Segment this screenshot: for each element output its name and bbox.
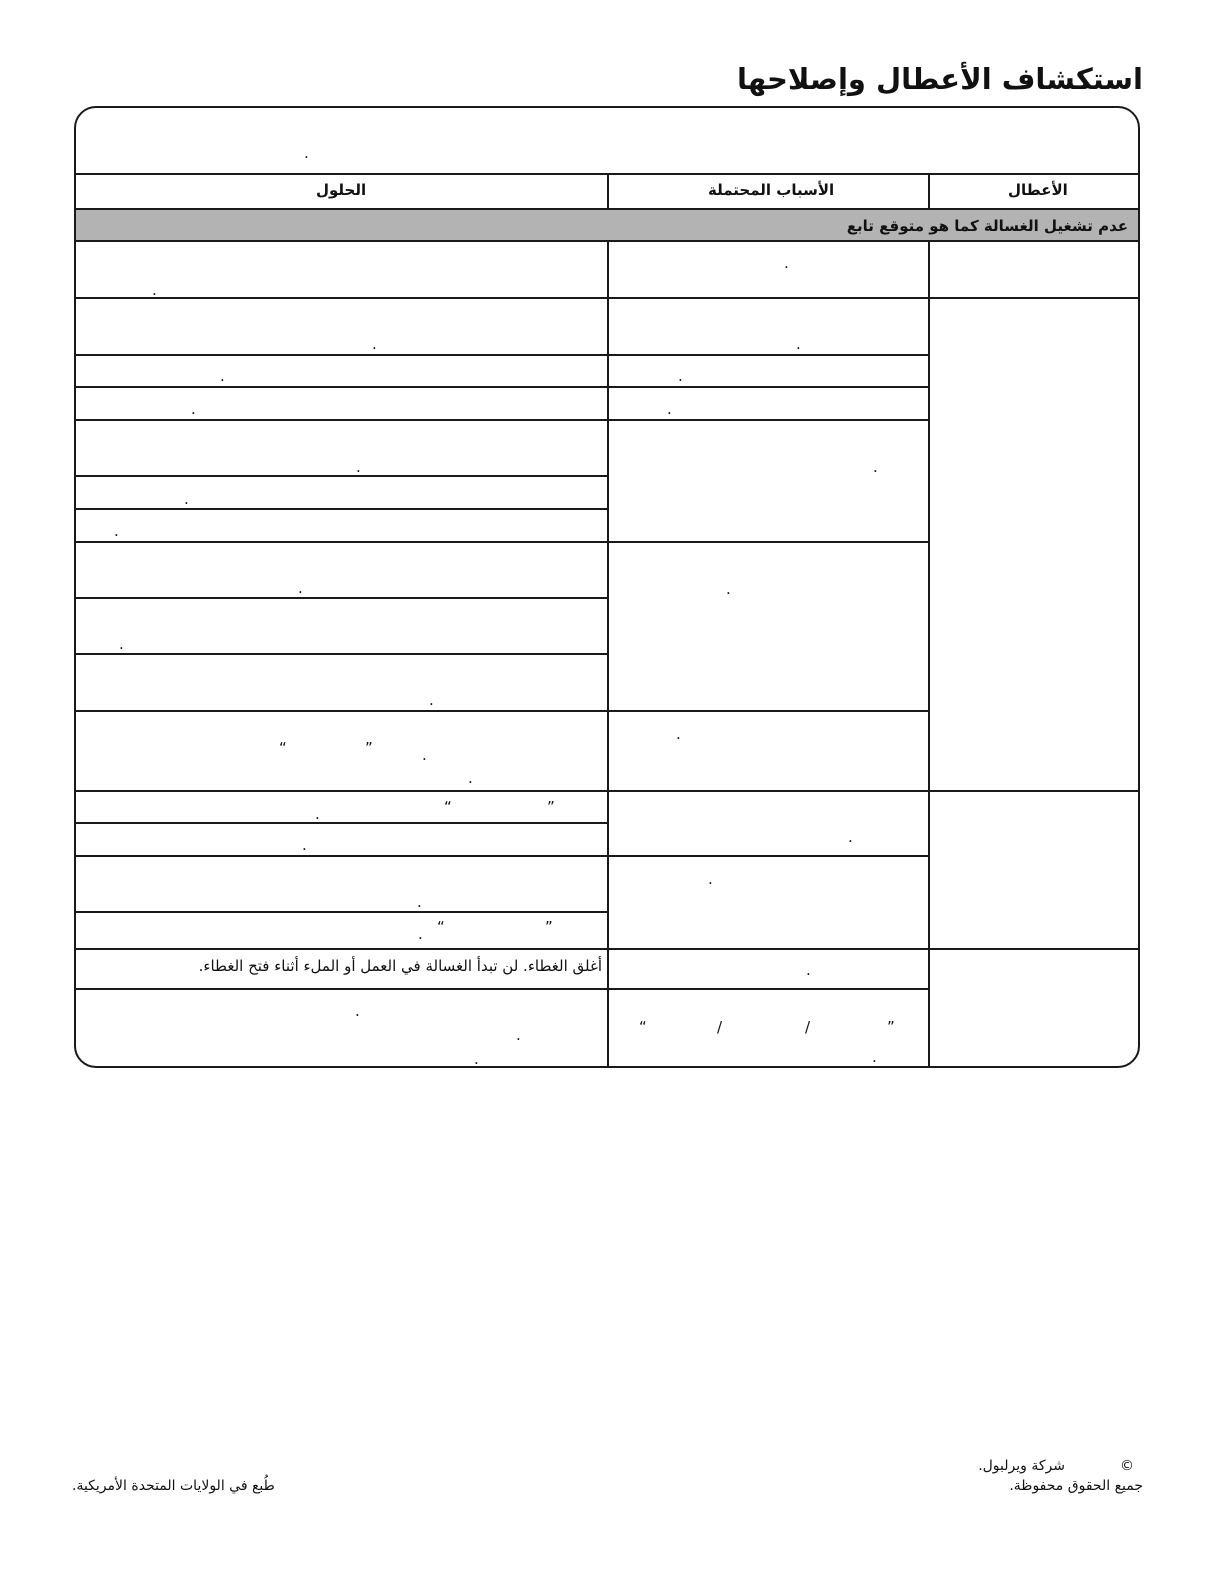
- cause-line-8: [607, 855, 930, 857]
- cause-line-9: [607, 948, 930, 950]
- cause-dot: .: [872, 1048, 877, 1066]
- copyright-rights: جميع الحقوق محفوظة.: [1009, 1478, 1143, 1494]
- cause-slash: /: [717, 1018, 723, 1036]
- solution-quote-close: ”: [365, 739, 373, 757]
- solution-dot: .: [474, 1050, 479, 1068]
- col-divider-solutions: [607, 173, 609, 210]
- solution-dot: .: [114, 522, 119, 540]
- solution-dot: .: [119, 635, 124, 653]
- troubleshooting-table: [74, 106, 1140, 1068]
- solution-line-3: [76, 386, 609, 388]
- solution-line-8: [76, 597, 609, 599]
- cause-dot: .: [678, 367, 683, 385]
- intro-dot: .: [304, 144, 309, 162]
- cause-dot: .: [708, 870, 713, 888]
- copyright-company: شركة ويرلبول.: [978, 1458, 1065, 1474]
- solution-dot: .: [417, 893, 422, 911]
- solution-line-6: [76, 508, 609, 510]
- solution-dot: .: [184, 490, 189, 508]
- cause-line-4: [607, 419, 930, 421]
- cause-dot: .: [806, 961, 811, 979]
- header-causes: الأسباب المحتملة: [708, 181, 835, 199]
- solution-close-lid: أغلق الغطاء. لن تبدأ الغسالة في العمل أو الملء أثناء فتح الغطاء.: [198, 957, 602, 975]
- solution-line-11: [76, 790, 609, 792]
- solution-line-15: [76, 948, 609, 950]
- cause-dot: .: [676, 725, 681, 743]
- body-divider-solutions: [607, 242, 609, 1068]
- cause-line-10: [607, 988, 930, 990]
- cause-dot: .: [726, 580, 731, 598]
- solution-dot: .: [191, 400, 196, 418]
- solution-line-10: [76, 710, 609, 712]
- solution-quote-close: ”: [547, 798, 555, 816]
- col-divider-causes: [928, 173, 930, 210]
- page-title: استكشاف الأعطال وإصلاحها: [736, 62, 1143, 96]
- solution-dot: .: [302, 836, 307, 854]
- cause-line-3: [607, 386, 930, 388]
- solution-dot: .: [516, 1026, 521, 1044]
- solution-quote-open: “: [437, 918, 445, 936]
- cause-line-2: [607, 354, 930, 356]
- solution-line-5: [76, 475, 609, 477]
- problem-group-line-3: [928, 948, 1138, 950]
- header-problems: الأعطال: [1008, 181, 1068, 199]
- cause-line-5: [607, 541, 930, 543]
- problem-group-line-2: [928, 790, 1138, 792]
- cause-dot: .: [796, 335, 801, 353]
- solution-line-9: [76, 653, 609, 655]
- solution-dot: .: [356, 458, 361, 476]
- cause-line-6: [607, 710, 930, 712]
- solution-quote-open: “: [279, 739, 287, 757]
- solution-line-4: [76, 419, 609, 421]
- body-divider-causes: [928, 242, 930, 1068]
- solution-line-7: [76, 541, 609, 543]
- cause-quote-close: ”: [887, 1018, 895, 1036]
- cause-quote-open: “: [639, 1018, 647, 1036]
- solution-dot: .: [418, 925, 423, 943]
- cause-dot: .: [873, 458, 878, 476]
- copyright-symbol: ©: [1120, 1458, 1134, 1474]
- solution-dot: .: [355, 1002, 360, 1020]
- solution-line-2: [76, 354, 609, 356]
- solution-quote-open: “: [444, 798, 452, 816]
- header-solutions: الحلول: [316, 181, 367, 199]
- solution-line-12: [76, 822, 609, 824]
- solution-dot: .: [298, 579, 303, 597]
- solution-dot: .: [372, 335, 377, 353]
- solution-dot: .: [422, 746, 427, 764]
- solution-dot: .: [152, 281, 157, 299]
- solution-dot: .: [429, 691, 434, 709]
- solution-line-14: [76, 911, 609, 913]
- cause-dot: .: [667, 400, 672, 418]
- problem-group-line-1: [928, 297, 1138, 299]
- solution-dot: .: [468, 769, 473, 787]
- cause-dot: .: [848, 828, 853, 846]
- solution-quote-close: ”: [545, 918, 553, 936]
- cause-slash: /: [805, 1018, 811, 1036]
- cause-line-1: [607, 297, 930, 299]
- solution-dot: .: [315, 805, 320, 823]
- solution-line-13: [76, 855, 609, 857]
- cause-line-7: [607, 790, 930, 792]
- solution-dot: .: [220, 367, 225, 385]
- solution-line-16: [76, 988, 609, 990]
- cause-dot: .: [784, 254, 789, 272]
- section-title: عدم تشغيل الغسالة كما هو متوقع تابع: [846, 217, 1128, 235]
- printed-in: طُبع في الولايات المتحدة الأمريكية.: [72, 1478, 275, 1494]
